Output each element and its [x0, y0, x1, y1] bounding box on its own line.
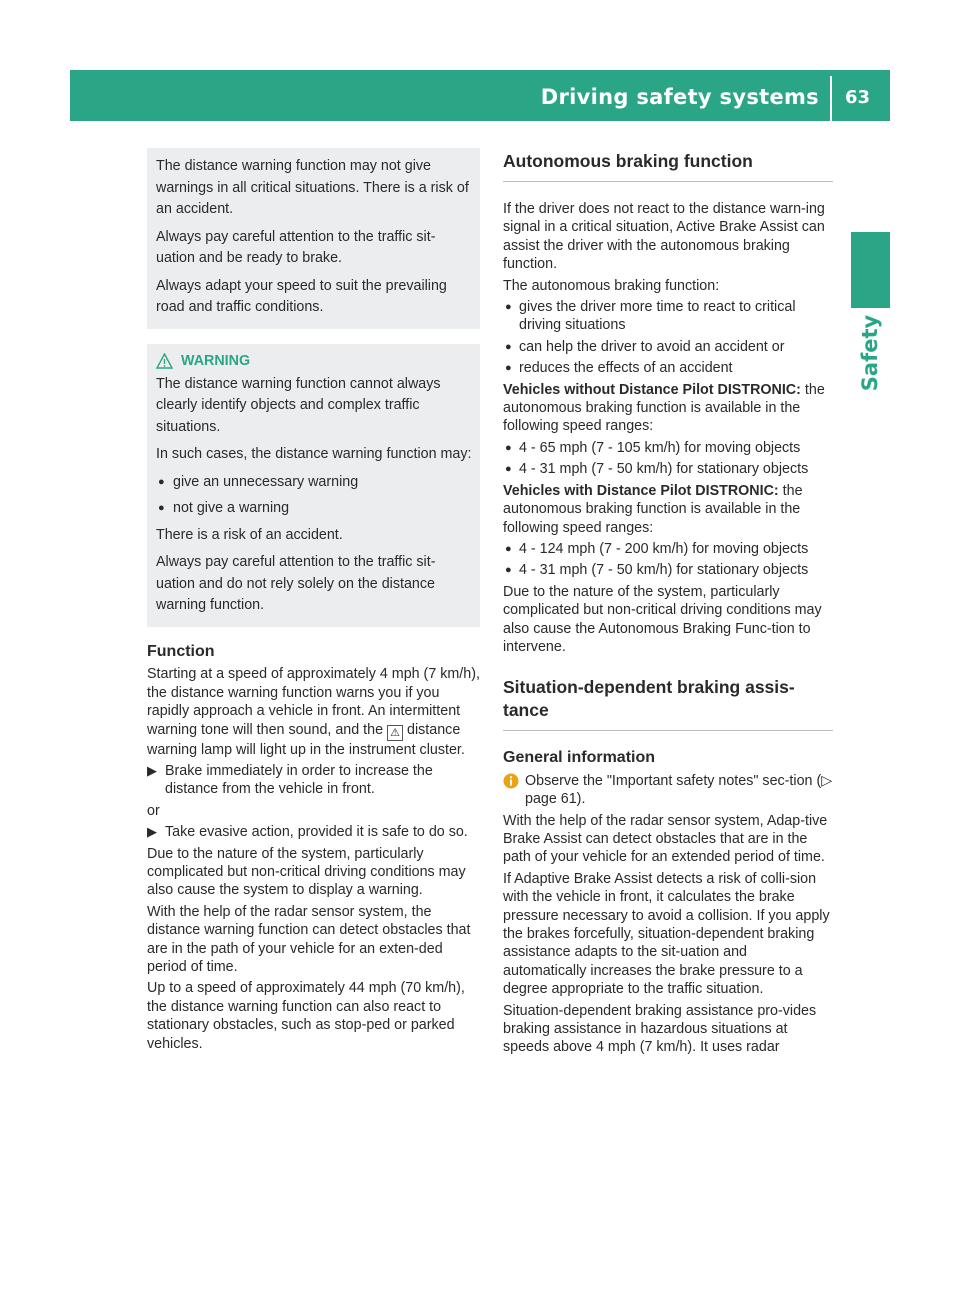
body-text: Situation-dependent braking assistance pro-vides braking assistance in hazardous situations at speeds above 4 mph (7 km/h). It uses radar [503, 1002, 817, 1056]
warning-text: Always pay careful attention to the traffic sit-uation and do not rely solely on the distance warning function. [156, 554, 436, 614]
list-item: ● gives the driver more time to react to critical driving situations [505, 299, 796, 334]
header-divider [830, 76, 832, 121]
list-item: ● not give a warning [158, 499, 290, 516]
body-text: If Adaptive Brake Assist detects a risk of colli-sion with the vehicle in front, it calculates the brake pressure necessary to avoid a collision. If you apply the brakes forcefully, situation-dependent braking assistance adapts to the sit-uation and automatically increases the brake pressure to a degree appropriate to the traffic situation. [503, 870, 830, 998]
arrow-right-icon: ▶ [147, 824, 157, 840]
right-column [503, 150, 833, 1060]
autonomous-braking-heading: Autonomous braking function [503, 150, 833, 182]
body-text: With the help of the radar sensor system, the distance warning function can detect obstacles that are in the path of your vehicle for an exten-ded period of time. [147, 903, 471, 975]
list-item: ● give an unnecessary warning [158, 473, 359, 490]
warning-triangle-icon [156, 353, 173, 369]
arrow-right-icon: ▶ [147, 762, 157, 778]
body-text: Due to the nature of the system, particularly complicated but non-critical driving conditions may also cause the Autonomous Braking Func-tion to intervene. [503, 583, 822, 655]
list-item: ● 4 - 65 mph (7 - 105 km/h) for moving objects [505, 439, 801, 456]
header-title: Driving safety systems [540, 85, 819, 109]
function-text: Starting at a speed of approximately 4 mph (7 km/h), the distance warning function warns you if you rapidly approach a vehicle in front. An intermittent warning tone will then sound, and the ⚠ distance warning lamp will light up in the instrument cluster. [147, 666, 480, 758]
page-reference-icon: ▷ [821, 772, 833, 789]
list-item: ● 4 - 31 mph (7 - 50 km/h) for stationary objects [505, 562, 809, 579]
warning-heading: WARNING [156, 352, 472, 370]
body-text: Up to a speed of approximately 44 mph (70 km/h), the distance warning function can also react to stationary obstacles, such as stop-ped or parked vehicles. [147, 980, 465, 1052]
body-text: Due to the nature of the system, particularly complicated but non-critical driving conditions may also cause the system to display a warning. [147, 845, 466, 899]
body-text: Vehicles without Distance Pilot DISTRONIC: the autonomous braking function is available in the following speed ranges: [503, 381, 825, 435]
or-text: or [147, 802, 160, 819]
distance-warning-lamp-icon: ⚠ [387, 725, 403, 741]
body-text: The autonomous braking function: [503, 277, 720, 294]
body-text: If the driver does not react to the distance warn-ing signal in a critical situation, Active Brake Assist can assist the driver with the autonomous braking function. [503, 201, 825, 273]
info-icon [503, 773, 519, 789]
list-item: ● 4 - 124 mph (7 - 200 km/h) for moving objects [505, 540, 809, 557]
step-item: ▶ Brake immediately in order to increase the distance from the vehicle in front. [147, 762, 433, 798]
body-text: With the help of the radar sensor system, Adap-tive Brake Assist can detect obstacles that are in the path of your vehicle for an extended period of time. [503, 812, 828, 866]
page-reference-link[interactable]: page 61). [525, 791, 586, 808]
list-item: ● 4 - 31 mph (7 - 50 km/h) for stationary objects [505, 461, 809, 478]
notice-text: The distance warning function may not give warnings in all critical situations. There is a risk of an accident. [156, 158, 469, 217]
general-info-heading: General information [503, 749, 656, 767]
function-heading: Function [147, 642, 215, 660]
list-item: ● reduces the effects of an accident [505, 360, 733, 377]
page-header [70, 70, 890, 121]
page-number: 63 [844, 87, 870, 108]
situation-braking-heading: Situation-dependent braking assis-tance [503, 676, 833, 731]
side-tab-marker [851, 232, 890, 308]
warning-box [147, 344, 480, 627]
warning-text: There is a risk of an accident. [156, 526, 343, 543]
notice-text: Always pay careful attention to the traffic sit-uation and be ready to brake. [156, 228, 436, 266]
warning-text: In such cases, the distance warning function may: [156, 446, 472, 463]
notice-text: Always adapt your speed to suit the prevailing road and traffic conditions. [156, 277, 447, 315]
side-tab-label: Safety [858, 314, 882, 392]
notice-box [147, 148, 480, 329]
step-item: ▶ Take evasive action, provided it is safe to do so. [147, 824, 468, 841]
left-column [147, 148, 480, 1056]
body-text: Vehicles with Distance Pilot DISTRONIC: the autonomous braking function is available in the following speed ranges: [503, 482, 803, 536]
warning-text: The distance warning function cannot always clearly identify objects and complex traffic situations. [156, 375, 441, 435]
list-item: ● can help the driver to avoid an accident or [505, 338, 785, 355]
info-note: Observe the "Important safety notes" sec-tion (▷ page 61). [503, 772, 833, 809]
